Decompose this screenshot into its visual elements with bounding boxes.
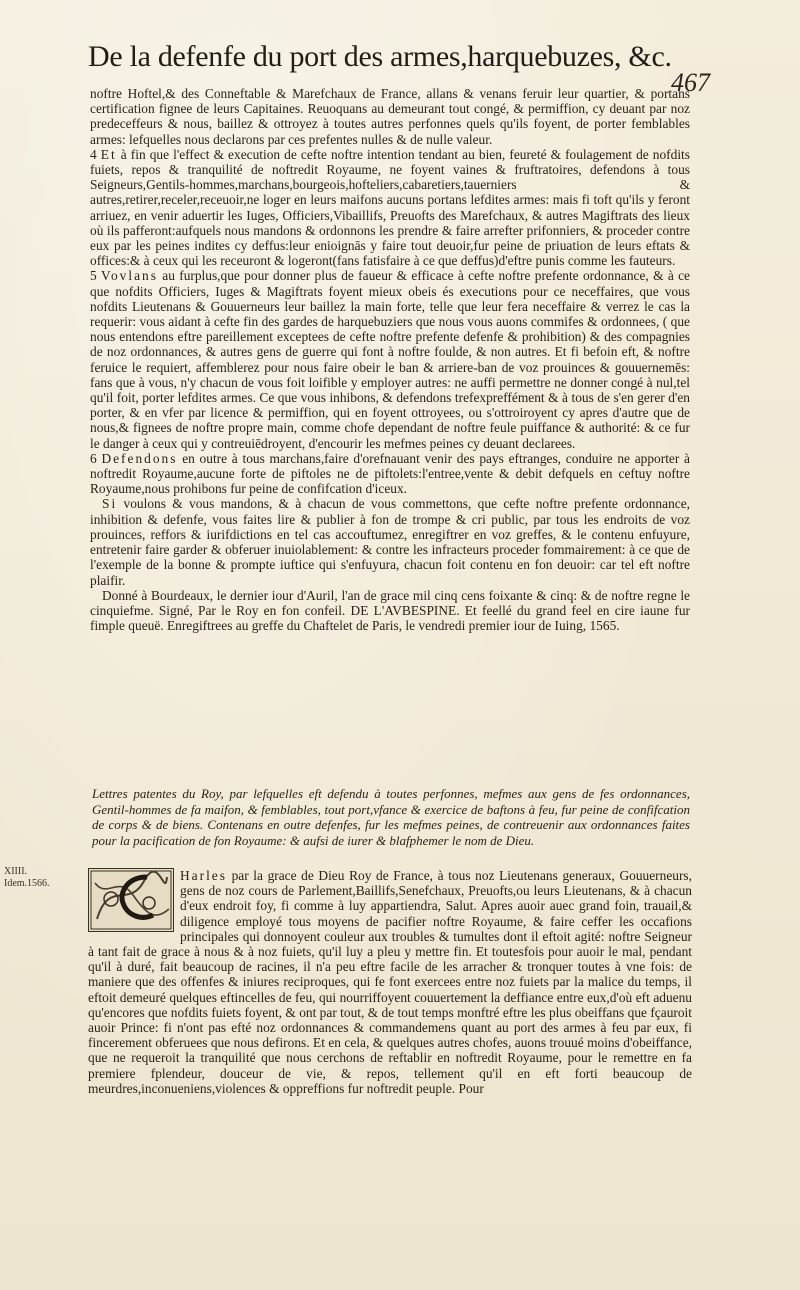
letters-text: par la grace de Dieu Roy de France, à tous noz Lieutenans generaux, Gouuerneurs, gens de noz cours de Parlement,Baillifs,Senefchaux, Preuofts,ou leurs Lieutenans, & à chacun d'eux endroit foy, fi comme à luy appartiendra, Salut. Apres auoir auec grand foin, trauail,& diligence employé tous moyens de pacifier noftre Royaume, & faire ceffer les occafions principales qui donnoyent couleur aux troubles & tumultes dont il eftoit agité: noftre Seigneur à tant fait de grace à nous & à noz fuiets, qu'il luy a pleu y mettre fin. Et toutesfois pour auoir le mal, pendant qu'il à duré, fait beaucoup de racines, il n'a peu eftre facile de les arracher & tronquer toutes à vne fois: de maniere que des offenfes & iniures reciproques, qui fe font exercees entre noz fuiets par la malice du temps, il eftoit demeuré quelques eftincelles de feu, qui nourriffoyent couuertement la deffiance entre eux,d'où eft aduenu qu'encores que nofdits fuiets foyent, & ont par tout, & de tout temps monftré eftre les plus obeiffans que fçauroit auoir Prince: fi n'ont pas efté noz ordonnances & commandemens quant au port des armes à feu par eux, fi fincerement obferuees que nous defirons. Et en cela, & quelques autres chofes, auons trouué moins d'obeiffance, que ne requeroit la tranquilité que nous cerchons de reftablir en noftredit Royaume, pour le remettre en fa premiere fplendeur, douceur de vie, & repos, tellement qu'il en eft forti beaucoup de meurdres,inconueniens,violences & oppreffions fur noftredit peuple. Pour (88, 868, 692, 1096)
article-5 (90, 268, 690, 450)
signature-paragraph: Donné à Bourdeaux, le dernier iour d'Auril, l'an de grace mil cinq cens foixante & cinq: & de noftre regne le cinquiefme. Signé, Par le Roy en fon confeil. DE L'AVBESPINE. Et feellé du grand feel en cire iaune fur fimple queuë. Enregiftrees au greffe du Chaftelet de Paris, le vendredi premier iour de Iuing, 1565. (90, 587, 690, 634)
article-text: en outre à tous marchans,faire d'orefnauant venir des pays eftranges, conduire ne apporter à noftredit Royaume,aucune forte de piftoles ne de piftolets:l'entree,vente & debit defquels en ceftuy noftre Royaume,nous prohibons fur peine de confifcation d'iceux. (90, 450, 690, 497)
article-number: 4 (90, 146, 97, 162)
margin-note-number: XIIII. (4, 866, 28, 877)
article-number: 5 (90, 268, 97, 284)
letters-patent-heading: Lettres patentes du Roy, par lefquelles eft defendu à toutes perfonnes, mefmes aux gens de fes ordonnances, Gentil-hommes de fa maifon, & femblables, tout port,vfance & exercice de baftons à feu, fur peine de confifcation de corps & de biens. Contenans en outre defenfes, fur les mefmes peines, de contreuenir aux ordonnances faites pour la pacification de fon Royaume: & aufsi de iurer & blafphemer le nom de Dieu. (92, 786, 690, 848)
decorated-initial-c (88, 868, 174, 932)
folio-number: 467 (671, 68, 710, 97)
paragraph-text: voulons & vous mandons, & à chacun de vous commettons, que cefte noftre prefente ordonnance, inhibition & defenfe, vous faites lire & publier à fon de trompe & cri public, par tous les endroits de voz prouinces, reffors & iurifdictions en tel cas accouftumez, enregiftrer en voz greffes, & le contenu enfuyure, entretenir faire garder & obferuer inuiolablement: & contre les infracteurs proceder fommairement: à ce que de l'exemple de la bonne & prompte iuftice qui s'enfuyura, chacun foit contenu en fon deuoir: car tel eft noftre plaifir. (90, 496, 690, 588)
article-lead: Et (100, 146, 117, 162)
running-head: De la defenfe du port des armes,harquebuzes, &c. (88, 40, 672, 73)
paragraph-lead: Si (102, 496, 118, 512)
margin-note (4, 866, 54, 890)
article-lead: Vovlans (101, 268, 158, 284)
paragraph-continuation: noftre Hoftel,& des Conneftable & Marefchaux de France, allans & venans feruir leur quartier, & portans certification fignee de leurs Capitaines. Reuoquans au demeurant tout congé, & permiffion, cy deuant par noz predeceffeurs & nous, baillez & ottroyez à toutes autres perfonnes quels qu'ils foyent, de porter femblables armes: lefquelles nous declarons par ces prefentes nulles & de nulle valeur. (90, 86, 690, 147)
article-lead: Defendons (101, 450, 178, 466)
letters-lead: Harles (180, 868, 227, 883)
article-6 (90, 451, 690, 497)
article-text: à fin que l'effect & execution de cefte noftre intention tendant au bien, feureté & foulagement de nofdits fuiets, repos & tranquilité de noftredit Royaume, ne foyent vaines & fruftratoires, defendons à tous Seigneurs,Gentils-hommes,marchans,bourgeois,hofteliers,cabaretiers,tauerniers & autres,retirer,receler,receuoir,ne loger en leurs maifons aucuns portans lefdites armes: mais fi toft qu'ils y feront arriuez, en venir aduertir les Iuges, Officiers,Vibaillifs, Preuofts des Marefchaux, & autres Magiftrats des lieux où ils pafferont:aufquels nous mandons & ordonnons les prendre & faire arrefter prifonniers, & proceder contre eux par les peines indites cy deffus:leur enioignās y faire tout deuoir,fur peine de priuation de leurs eftats & offices:& à ceux qui les receuront & logeront(fans fatisfaire à ce que deffus)d'eftre punis comme les fauteurs. (90, 146, 690, 269)
mandate-paragraph (90, 496, 690, 587)
ordinance-body (90, 86, 690, 633)
article-number: 6 (90, 450, 97, 466)
letters-patent-body (88, 868, 692, 1096)
article-4 (90, 147, 690, 269)
article-text: au furplus,que pour donner plus de faueur & efficace à cefte noftre prefente ordonnance, & à ce que nofdits Officiers, Iuges & Magiftrats foyent mieux obeis és executions pour ce neceffaires, que vous nofdits Lieutenans & Gouuerneurs leur baillez la main forte, telle que leur fera neceffaire & verrez le cas la requerir: vous aidant à cefte fin des gardes de harquebuziers que nous vous auons commifes & ordonnees, ( que nous entendons eftre pareillement exceptees de cefte noftre prefente defenfe & prohibition) & des compagnies de noz ordonnances, & autres gens de guerre qui font à noftre foulde, & non autres. Et fi befoin eft, & noftre feruice le requiert, affemblerez pour nous faire obeir le ban & arriere-ban de voz prouinces & gouuernemēs: fans que à vous, n'y chacun de vous foit loifible y employer autres: ne auffi permettre ne donner congé à nul,tel qu'il foit, porter lefdites armes. Ce que vous inhibons, & defendons trefexpreffément & à tous de s'en gerer d'en porter, & en vfer par licence & permiffion, qui en foyent ottroyees, ou s'ottroiroyent cy apres d'autre que de nous,& fignees de noftre propre main, comme chofe dependant de noftre feule puiffance & authorité: & ce fur le danger à ceux qui y contreuiēdroyent, d'encourir les mefmes peines cy deuant declarees. (90, 268, 690, 451)
margin-note-date: Idem.1566. (4, 878, 50, 889)
